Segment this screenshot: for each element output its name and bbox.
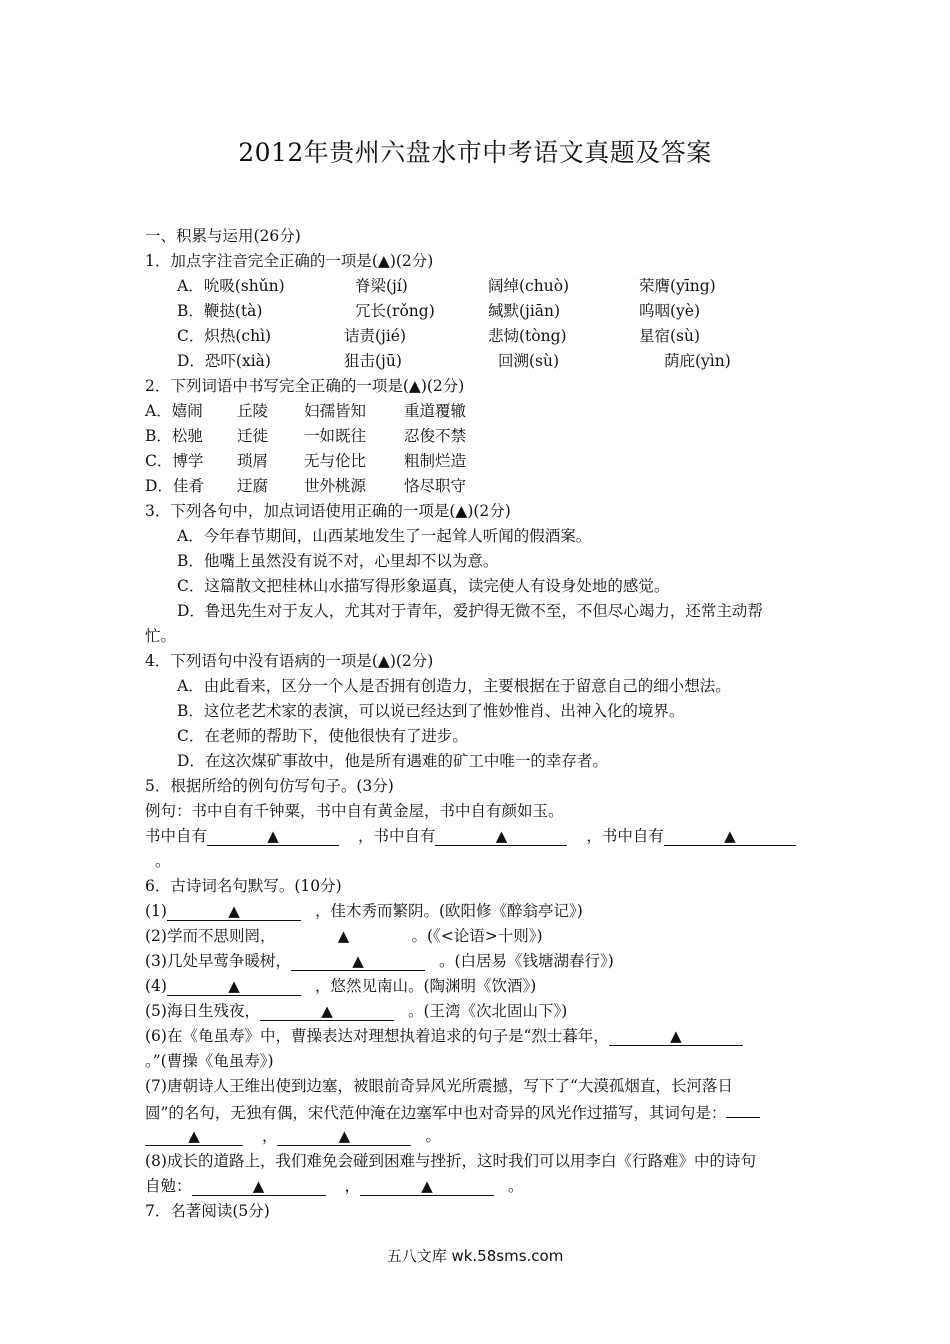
q2-a-3: 妇孺皆知 [304, 402, 367, 420]
q6-3-pre: (3)几处早莺争暖树， [145, 952, 291, 970]
q6-1-post: ，佳木秀而繁阴。(欧阳修《醉翁亭记》) [314, 902, 583, 920]
question-1-stem: 1．加点字注音完全正确的一项是(▲)(2分) [145, 252, 434, 270]
q2-b-1: B．松驰 [145, 427, 203, 445]
q2-b-3: 一如既往 [304, 427, 367, 445]
blank-marker: ▲ [495, 827, 508, 845]
question-4-stem: 4．下列语句中没有语病的一项是(▲)(2分) [145, 652, 434, 670]
question-3-stem: 3．下列各句中，加点词语使用正确的一项是(▲)(2分) [145, 502, 511, 520]
q2-c-1: C．博学 [145, 452, 204, 470]
q6-3-post: 。(白居易《钱塘湖春行》) [438, 952, 614, 970]
q3-option-a: A．今年春节期间，山西某地发生了一起耸人听闻的假酒案。 [177, 527, 592, 545]
q3-option-d-continued: 忙。 [145, 627, 177, 645]
q1-a-1: A．吮吸(shǔn) [177, 277, 285, 295]
q6-item-1 [145, 899, 815, 924]
blank-marker: ▲ [188, 1127, 200, 1145]
q6-item-2 [145, 924, 815, 949]
q6-8-end: 。 [507, 1177, 524, 1195]
q1-c-2: 诘责(jié) [344, 327, 407, 345]
blank-marker: ▲ [670, 1027, 682, 1045]
q3-option-d: D．鲁迅先生对于友人，尤其对于青年，爱护得无微不至，不但尽心竭力，还常主动帮 [177, 602, 763, 620]
q6-2-blank[interactable] [275, 927, 411, 946]
q1-option-a [145, 274, 815, 299]
q6-5-pre: (5)海日生残夜， [145, 1002, 260, 1020]
q6-item-7-line-1: (7)唐朝诗人王维出使到边塞，被眼前奇异风光所震撼，写下了“大漠孤烟直，长河落日 [145, 1077, 733, 1095]
q2-option-b [145, 424, 815, 449]
q6-7-blank-2[interactable] [277, 1127, 411, 1146]
q6-item-7-blanks [145, 1124, 815, 1149]
q2-d-2: 迂腐 [237, 477, 269, 495]
question-7-stem: 7．名著阅读(5分) [145, 1202, 270, 1220]
q6-item-6 [145, 1024, 815, 1049]
q5-blank-1[interactable] [207, 827, 339, 846]
q3-option-c: C．这篇散文把桂林山水描写得形象逼真，读完使人有设身处地的感觉。 [177, 577, 670, 595]
q5-prefix-1: 书中自有 [145, 827, 208, 845]
blank-marker: ▲ [267, 827, 279, 845]
q1-b-3: 缄默(jiān) [488, 302, 561, 320]
q6-5-blank[interactable] [260, 1002, 394, 1021]
q2-option-d [145, 474, 815, 499]
q1-a-3: 阔绰(chuò) [488, 277, 570, 295]
q2-option-c [145, 449, 815, 474]
q1-c-3: 悲恸(tòng) [488, 327, 567, 345]
q6-8-mid: ， [344, 1177, 360, 1195]
section-heading: 一、积累与运用(26分) [145, 227, 301, 245]
q6-8-blank-2[interactable] [360, 1177, 494, 1196]
q6-2-post: 。(《<论语>十则》) [411, 927, 543, 945]
blank-marker: ▲ [724, 827, 736, 845]
q6-6-pre: (6)在《龟虽寿》中，曹操表达对理想执着追求的句子是“烈士暮年， [145, 1027, 609, 1045]
q2-b-4: 忍俊不禁 [404, 427, 467, 445]
blank-marker: ▲ [338, 1127, 351, 1145]
q5-prefix-3: ，书中自有 [586, 827, 664, 845]
q1-d-2: 狙击(jū) [344, 352, 402, 370]
q5-blank-3[interactable] [664, 827, 796, 846]
q5-example: 例句：书中自有千钟粟，书中自有黄金屋，书中自有颜如玉。 [145, 802, 564, 820]
q1-c-4: 星宿(sù) [639, 327, 701, 345]
q2-d-3: 世外桃源 [304, 477, 367, 495]
q2-d-4: 恪尽职守 [404, 477, 467, 495]
q1-b-1: B．鞭挞(tà) [177, 302, 263, 320]
q2-a-1: A．嬉闹 [145, 402, 203, 420]
q4-option-b: B．这位老艺术家的表演，可以说已经达到了惟妙惟肖、出神入化的境界。 [177, 702, 685, 720]
blank-marker: ▲ [252, 1177, 265, 1195]
q6-7-mid: ， [261, 1127, 278, 1145]
q5-answer-line [145, 824, 815, 849]
q1-a-2: 脊梁(jí) [355, 277, 408, 295]
blank-marker: ▲ [421, 1177, 433, 1195]
q1-a-4: 荣膺(yīng) [639, 277, 716, 295]
exam-content [145, 224, 815, 1224]
q1-d-3: 回溯(sù) [498, 352, 560, 370]
q1-d-4: 荫庇(yìn) [664, 352, 731, 370]
q6-4-blank[interactable] [167, 977, 301, 996]
question-2-stem: 2．下列词语中书写完全正确的一项是(▲)(2分) [145, 377, 465, 395]
q5-blank-2[interactable] [435, 827, 567, 846]
q6-3-blank[interactable] [291, 952, 425, 971]
blank-marker: ▲ [228, 902, 240, 920]
q1-option-c [145, 324, 815, 349]
q6-item-8-line-2 [145, 1174, 815, 1199]
q2-b-2: 迁徙 [237, 427, 269, 445]
blank-marker: ▲ [337, 927, 350, 945]
q6-item-7-line-2 [145, 1099, 815, 1124]
q6-2-pre: (2)学而不思则罔， [145, 927, 276, 945]
q6-4-pre: (4) [145, 977, 167, 995]
question-6-stem: 6．古诗词名句默写。(10分) [145, 877, 342, 895]
q6-7-l2: 圆”的名句，无独有偶，宋代范仲淹在边塞军中也对奇异的风光作过描写，其词句是： [145, 1104, 727, 1122]
blank-marker: ▲ [228, 977, 240, 995]
q6-item-3 [145, 949, 815, 974]
q1-c-1: C．炽热(chì) [177, 327, 272, 345]
q1-b-4: 呜咽(yè) [639, 302, 701, 320]
page-title: 2012年贵州六盘水市中考语文真题及答案 [238, 138, 712, 167]
q5-prefix-2: ，书中自有 [357, 827, 436, 845]
q6-8-blank-1[interactable] [192, 1177, 326, 1196]
q2-a-2: 丘陵 [237, 402, 269, 420]
q2-a-4: 重道覆辙 [404, 402, 467, 420]
footer-watermark: 五八文库 wk.58sms.com [386, 1247, 564, 1265]
q2-c-3: 无与伦比 [304, 452, 367, 470]
q6-4-post: ，悠然见南山。(陶渊明《饮酒》) [314, 977, 537, 995]
q1-d-1: D．恐吓(xià) [177, 352, 271, 370]
q6-item-6-end: 。”(曹操《龟虽寿》) [145, 1052, 274, 1070]
question-5-stem: 5．根据所给的例句仿写句子。(3分) [145, 777, 394, 795]
q6-7-blank-start[interactable] [726, 1099, 760, 1118]
blank-marker: ▲ [352, 952, 364, 970]
q6-8-l2: 自勉： [145, 1177, 192, 1195]
q5-end: 。 [155, 852, 171, 870]
q2-c-4: 粗制烂造 [404, 452, 467, 470]
q3-option-b: B．他嘴上虽然没有说不对，心里却不以为意。 [177, 552, 499, 570]
q2-c-2: 琐屑 [237, 452, 269, 470]
q6-item-4 [145, 974, 815, 999]
q2-d-1: D．佳肴 [145, 477, 204, 495]
q1-option-d [145, 349, 815, 374]
q6-item-5 [145, 999, 815, 1024]
q6-7-end: 。 [425, 1127, 441, 1145]
q6-5-post: 。(王湾《次北固山下》) [407, 1002, 568, 1020]
blank-marker: ▲ [321, 1002, 333, 1020]
q4-option-d: D．在这次煤矿事故中，他是所有遇难的矿工中唯一的幸存者。 [177, 752, 608, 770]
q4-option-c: C．在老师的帮助下，使他很快有了进步。 [177, 727, 468, 745]
q6-1-pre: (1) [145, 902, 167, 920]
q4-option-a: A．由此看来，区分一个人是否拥有创造力，主要根据在于留意自己的细小想法。 [177, 677, 731, 695]
q1-option-b [145, 299, 815, 324]
q1-b-2: 冗长(rǒng) [355, 302, 435, 320]
q6-6-blank[interactable] [609, 1027, 743, 1046]
q2-option-a [145, 399, 815, 424]
q6-1-blank[interactable] [167, 902, 301, 921]
q6-item-8-line-1: (8)成长的道路上，我们难免会碰到困难与挫折，这时我们可以用李白《行路难》中的诗句 [145, 1152, 756, 1170]
q6-7-blank-1[interactable] [145, 1127, 243, 1146]
